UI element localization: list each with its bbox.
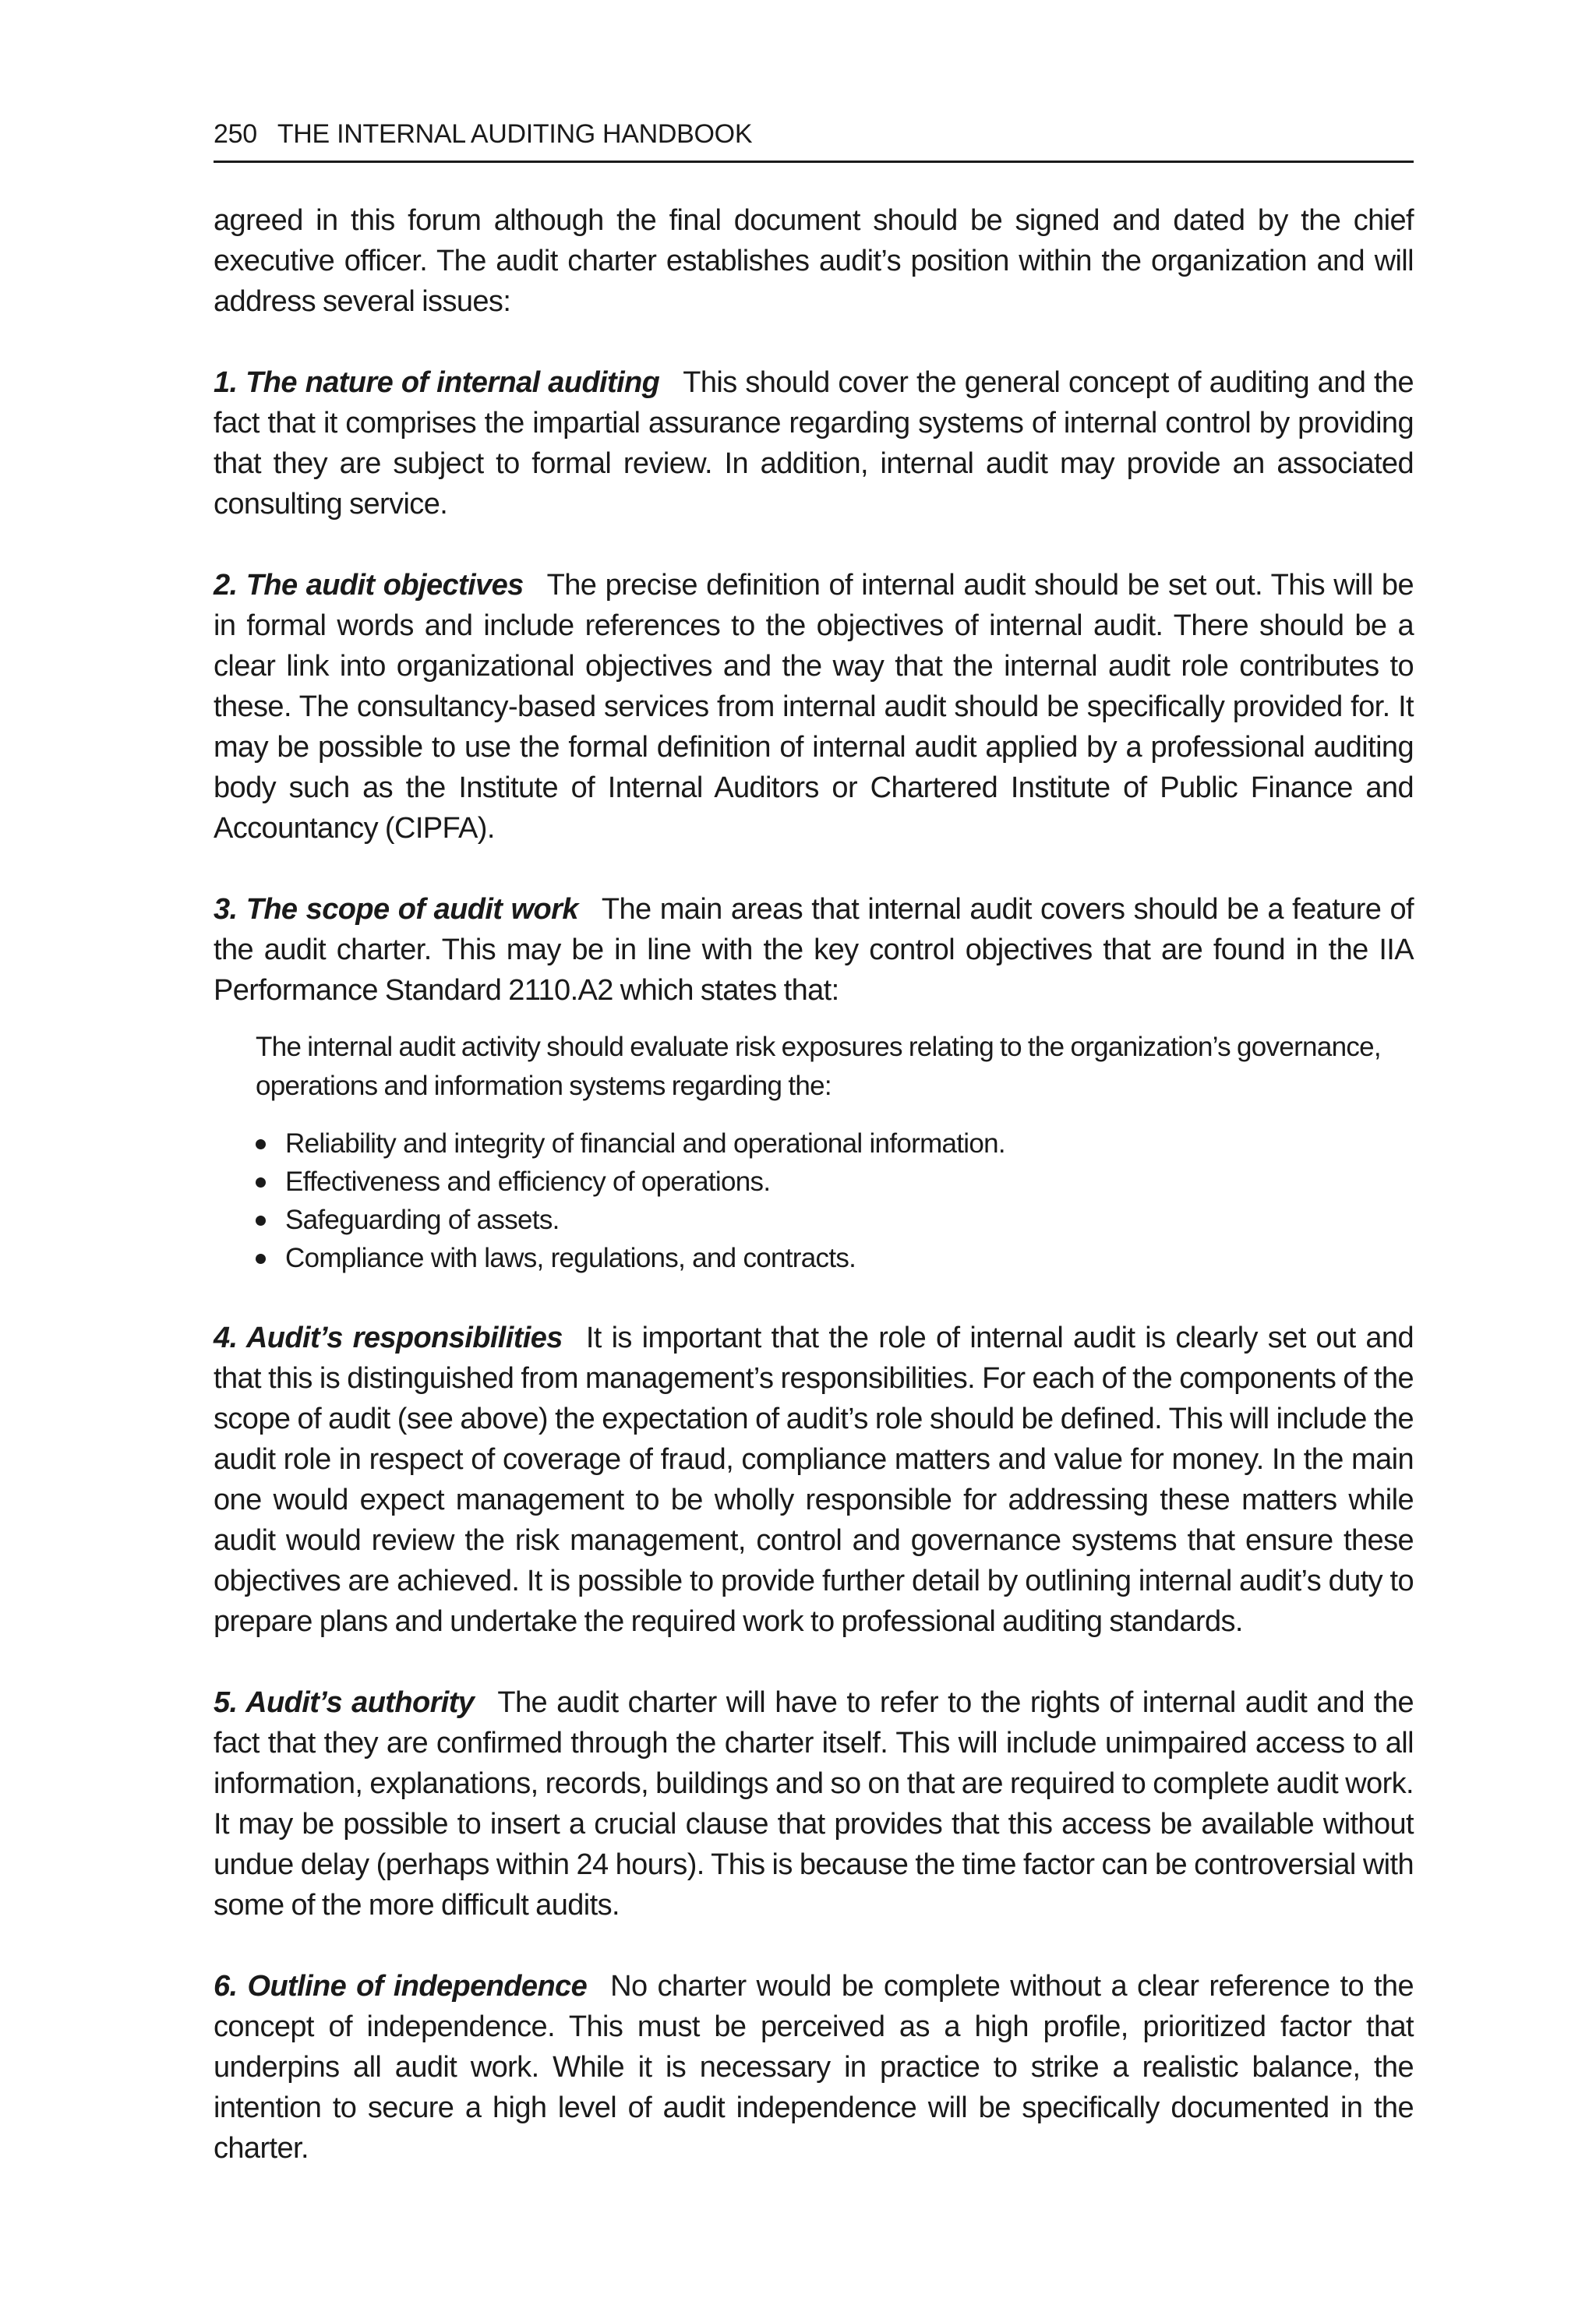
section-heading: 4. Audit’s responsibilities xyxy=(214,1322,563,1354)
section-heading: 5. Audit’s authority xyxy=(214,1686,475,1719)
bullet-icon xyxy=(256,1254,266,1264)
section-text: It is important that the role of internal audit is clearly set out and that this is distinguished from management’s responsibilities. For each of the components of the scope of audit (see above) the expectation of audit’s role should be defined. This will include the audit role in respect of coverage of fraud, compliance matters and value for money. In the main one would expect management to be wholly responsible for addressing these matters while audit would review the risk management, control and governance systems that ensure these objectives are achieved. It is possible to provide further detail by outlining internal audit’s duty to prepare plans and undertake the required work to professional auditing standards. xyxy=(214,1322,1414,1638)
section-text: This should cover the general concept of auditing and the fact that it comprises the impartial assurance regarding systems of internal control by providing that they are subject to formal review. In addition, internal audit may provide an associated consulting service. xyxy=(214,366,1414,521)
section-audits-responsibilities xyxy=(214,1318,1414,1642)
list-item xyxy=(256,1163,1414,1201)
section-heading: 2. The audit objectives xyxy=(214,569,524,602)
bullet-icon xyxy=(256,1216,266,1226)
book-title: THE INTERNAL AUDITING HANDBOOK xyxy=(277,119,753,149)
bullet-icon xyxy=(256,1177,266,1188)
page-number: 250 xyxy=(214,119,257,149)
section-paragraph xyxy=(214,362,1414,524)
section-nature-of-internal-auditing xyxy=(214,362,1414,524)
running-header xyxy=(214,117,1414,163)
section-text: No charter would be complete without a clear reference to the concept of independence. This must be perceived as a high profile, prioritized factor that underpins all audit work. While it is necessary in practice to strike a realistic balance, the intention to secure a high level of audit independence will be specifically documented in the charter. xyxy=(214,1970,1414,2165)
standard-quote: The internal audit activity should evaluate risk exposures relating to the organization’s governance, operations and information systems regarding the: xyxy=(256,1032,1381,1101)
list-item-text: Effectiveness and efficiency of operations. xyxy=(285,1167,771,1197)
section-audit-objectives xyxy=(214,565,1414,849)
section-heading: 6. Outline of independence xyxy=(214,1970,588,2003)
section-paragraph xyxy=(214,1966,1414,2169)
section-heading: 1. The nature of internal auditing xyxy=(214,366,660,399)
list-item-text: Reliability and integrity of financial and operational information. xyxy=(285,1128,1005,1159)
section-audits-authority xyxy=(214,1682,1414,1925)
list-item xyxy=(256,1124,1414,1163)
document-page xyxy=(214,117,1414,2169)
section-paragraph xyxy=(214,1318,1414,1642)
section-paragraph xyxy=(214,1682,1414,1925)
list-item xyxy=(256,1239,1414,1277)
section-text: The main areas that internal audit covers should be a feature of the audit charter. This may be in line with the key control objectives that are found in the IIA Performance Standard 2110.A2 which states that: xyxy=(214,893,1414,1007)
section-scope-of-audit-work xyxy=(214,889,1414,1277)
section-text: The precise definition of internal audit should be set out. This will be in formal words and include references to the objectives of internal audit. There should be a clear link into organizational objectives and the way that the internal audit role contributes to these. The consultancy-based services from internal audit should be specifically provided for. It may be possible to use the formal definition of internal audit applied by a professional auditing body such as the Institute of Internal Auditors or Chartered Institute of Public Finance and Accountancy (CIPFA). xyxy=(214,569,1414,845)
list-item xyxy=(256,1201,1414,1239)
list-item-text: Compliance with laws, regulations, and contracts. xyxy=(285,1243,856,1273)
scope-bullet-list xyxy=(256,1124,1414,1277)
section-heading: 3. The scope of audit work xyxy=(214,893,578,926)
intro-paragraph: agreed in this forum although the final document should be signed and dated by the chief executive officer. The audit charter establishes audit’s position within the organization and will address several issues: xyxy=(214,204,1414,318)
section-outline-of-independence xyxy=(214,1966,1414,2169)
bullet-icon xyxy=(256,1139,266,1149)
section-text: The audit charter will have to refer to the rights of internal audit and the fact that they are confirmed through the charter itself. This will include unimpaired access to all information, explanations, records, buildings and so on that are required to complete audit work. It may be possible to insert a crucial clause that provides that this access be available without undue delay (perhaps within 24 hours). This is because the time factor can be controversial with some of the more difficult audits. xyxy=(214,1686,1414,1922)
section-paragraph xyxy=(214,565,1414,849)
list-item-text: Safeguarding of assets. xyxy=(285,1205,560,1235)
section-paragraph xyxy=(214,889,1414,1011)
